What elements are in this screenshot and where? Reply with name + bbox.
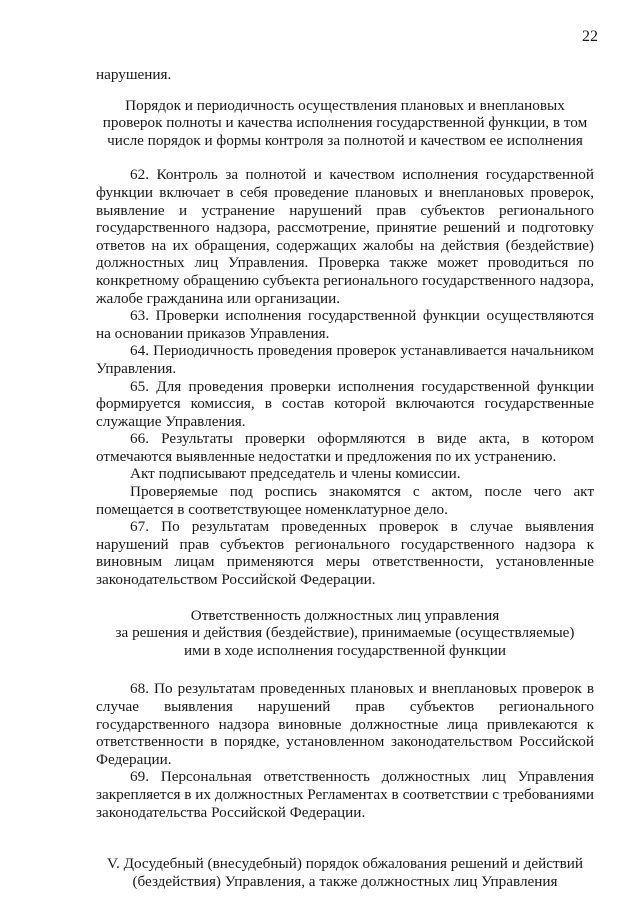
- paragraph-act-familiarization: Проверяемые под роспись знакомятся с актом, после чего акт помещается в соответствующее номенклатурное дело.: [96, 483, 594, 518]
- section-heading-appeal: [96, 855, 594, 890]
- paragraph-act-signing: Акт подписывают председатель и члены комиссии.: [130, 465, 461, 483]
- paragraph-68: 68. По результатам проведенных плановых и внеплановых проверок в случае выявления нарушений прав субъектов регионального государственного надзора виновные должностные лица привлекаются к ответственности в порядке, установленном законодательством Российской Федерации.: [96, 680, 594, 768]
- page-content: [96, 66, 594, 890]
- heading-line: ими в ходе исполнения государственной функции: [184, 641, 506, 659]
- page-number: 22: [582, 28, 598, 45]
- paragraph-64: 64. Периодичность проведения проверок устанавливается начальником Управления.: [96, 342, 594, 377]
- heading-line: (бездействия) Управления, а также должностных лиц Управления: [132, 872, 558, 890]
- heading-line: за решения и действия (бездействие), принимаемые (осуществляемые): [115, 624, 575, 642]
- paragraph-group-responsibility: [96, 680, 594, 821]
- paragraph-62: 62. Контроль за полнотой и качеством исполнения государственной функции включает в себя проведение плановых и внеплановых проверок, выявление и устранение нарушений прав субъектов регионального государственного надзора, рассмотрение, принятие решений и подготовку ответов на их обращения, содержащих жалобы на действия (бездействие) должностных лиц Управления. Проверка также может проводиться по конкретному обращению субъекта регионального государственного надзора, жалобе гражданина или организации.: [96, 166, 594, 307]
- paragraph-group-inspections: [96, 166, 594, 588]
- section-heading-inspections: Порядок и периодичность осуществления плановых и внеплановых проверок полноты и качества исполнения государственной функции, в том числе порядок и формы контроля за полнотой и качеством ее исполнения: [102, 96, 588, 149]
- heading-line: V. Досудебный (внесудебный) порядок обжалования решений и действий: [106, 855, 584, 873]
- heading-line: Ответственность должностных лиц управления: [190, 606, 500, 624]
- paragraph-67: 67. По результатам проведенных проверок в случае выявления нарушений прав субъектов регионального государственного надзора к виновным лицам применяются меры ответственности, установленные законодательством Российской Федерации.: [96, 518, 594, 589]
- paragraph-63: 63. Проверки исполнения государственной функции осуществляются на основании приказов Управления.: [96, 307, 594, 342]
- paragraph-66: 66. Результаты проверки оформляются в виде акта, в котором отмечаются выявленные недостатки и предложения по их устранению.: [96, 430, 594, 465]
- paragraph-69: 69. Персональная ответственность должностных лиц Управления закрепляется в их должностных Регламентах в соответствии с требованиями законодательства Российской Федерации.: [96, 768, 594, 821]
- paragraph-65: 65. Для проведения проверки исполнения государственной функции формируется комиссия, в состав которой включаются государственные служащие Управления.: [96, 377, 594, 430]
- section-heading-responsibility: [96, 607, 594, 660]
- continuation-text: нарушения.: [96, 66, 172, 83]
